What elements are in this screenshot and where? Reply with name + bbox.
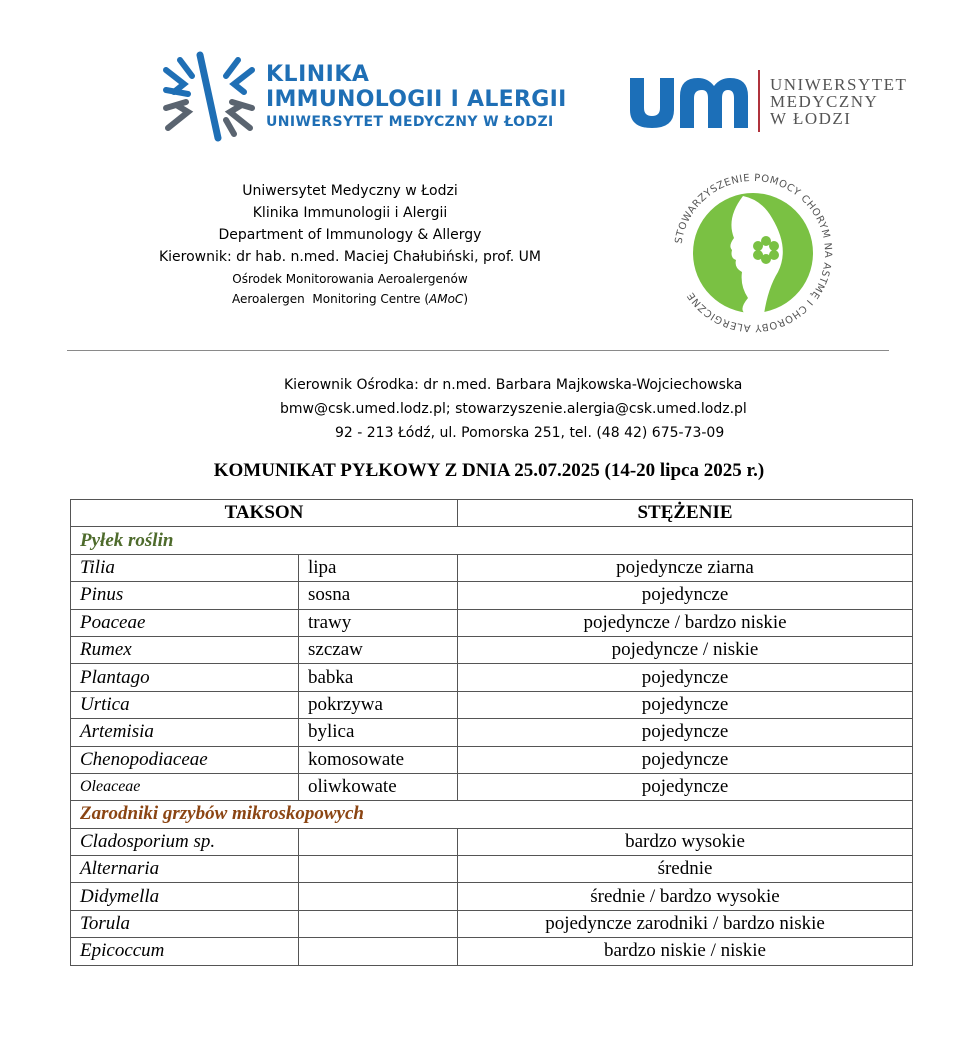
taxon-latin: Tilia <box>71 554 299 581</box>
taxon-latin: Epicoccum <box>71 938 299 965</box>
concentration: pojedyncze zarodniki / bardzo niskie <box>458 910 913 937</box>
concentration: pojedyncze <box>458 719 913 746</box>
concentration: pojedyncze <box>458 773 913 800</box>
taxon-polish: komosowate <box>299 746 458 773</box>
table-row <box>71 828 913 855</box>
section-row-fungi <box>71 801 913 828</box>
taxon-polish: lipa <box>299 554 458 581</box>
taxon-latin: Urtica <box>71 691 299 718</box>
table-row <box>71 582 913 609</box>
table-row <box>71 554 913 581</box>
table-row <box>71 746 913 773</box>
taxon-polish: bylica <box>299 719 458 746</box>
taxon-polish <box>299 910 458 937</box>
contact-centre-head: Kierownik Ośrodka: dr n.med. Barbara Majkowska-Wojciechowska <box>284 377 743 393</box>
taxon-latin: Cladosporium sp. <box>71 828 299 855</box>
taxon-polish: szczaw <box>299 636 458 663</box>
klinika-logo <box>160 50 590 145</box>
taxon-polish <box>299 883 458 910</box>
taxon-latin: Didymella <box>71 883 299 910</box>
klinika-logo-line2: IMMUNOLOGII I ALERGII <box>266 87 567 112</box>
table-row <box>71 773 913 800</box>
klinika-logo-line3: UNIWERSYTET MEDYCZNY W ŁODZI <box>266 114 554 130</box>
header-university: Uniwersytet Medyczny w Łodzi <box>242 183 458 199</box>
um-mark-icon <box>630 78 750 128</box>
table-row <box>71 719 913 746</box>
header-head: Kierownik: dr hab. n.med. Maciej Chałubiński, prof. UM <box>158 249 542 265</box>
concentration: pojedyncze <box>458 746 913 773</box>
table-row <box>71 609 913 636</box>
taxon-polish <box>299 938 458 965</box>
contact-address: 92 - 213 Łódź, ul. Pomorska 251, tel. (48 42) 675-73-09 <box>335 425 725 441</box>
table-row <box>71 636 913 663</box>
column-header-taxon: TAKSON <box>71 500 458 527</box>
um-logo-line2: MEDYCZNY <box>770 92 879 111</box>
header-department: Department of Immunology & Allergy <box>218 227 482 243</box>
taxon-polish: oliwkowate <box>299 773 458 800</box>
taxon-latin: Plantago <box>71 664 299 691</box>
table-row <box>71 910 913 937</box>
taxon-polish <box>299 856 458 883</box>
taxon-latin: Alternaria <box>71 856 299 883</box>
klinika-emblem-icon <box>160 50 260 145</box>
taxon-polish: trawy <box>299 609 458 636</box>
taxon-polish <box>299 828 458 855</box>
report-title: KOMUNIKAT PYŁKOWY Z DNIA 25.07.2025 (14-20 lipca 2025 r.) <box>213 460 765 481</box>
concentration: pojedyncze <box>458 664 913 691</box>
um-logo <box>630 70 940 135</box>
concentration: pojedyncze <box>458 582 913 609</box>
um-logo-line1: UNIWERSYTET <box>770 75 908 94</box>
taxon-polish: pokrzywa <box>299 691 458 718</box>
header-clinic: Klinika Immunologii i Alergii <box>252 205 448 221</box>
table-row <box>71 883 913 910</box>
concentration: pojedyncze / niskie <box>458 636 913 663</box>
header-divider <box>67 350 889 351</box>
stowarzyszenie-logo <box>668 168 838 338</box>
concentration: pojedyncze ziarna <box>458 554 913 581</box>
stowarzyszenie-ring-text: STOWARZYSZENIE POMOCY CHORYM NA ASTMĘ I CHOROBY ALERGICZNE <box>673 172 834 334</box>
taxon-latin: Torula <box>71 910 299 937</box>
header-monitoring-centre-en: Aeroalergen Monitoring Centre (AMoC) <box>231 292 468 306</box>
taxon-latin: Chenopodiaceae <box>71 746 299 773</box>
taxon-polish: babka <box>299 664 458 691</box>
section-pollen: Pyłek roślin <box>71 527 913 554</box>
table-row <box>71 691 913 718</box>
taxon-latin: Poaceae <box>71 609 299 636</box>
concentration: pojedyncze / bardzo niskie <box>458 609 913 636</box>
table-row <box>71 664 913 691</box>
section-fungi: Zarodniki grzybów mikroskopowych <box>71 801 913 828</box>
concentration: bardzo wysokie <box>458 828 913 855</box>
contact-emails: bmw@csk.umed.lodz.pl; stowarzyszenie.alergia@csk.umed.lodz.pl <box>280 401 747 417</box>
taxon-polish: sosna <box>299 582 458 609</box>
table-row <box>71 938 913 965</box>
pollen-table <box>70 499 913 966</box>
table-row <box>71 856 913 883</box>
um-logo-separator <box>758 70 760 132</box>
um-logo-line3: W ŁODZI <box>770 109 852 128</box>
concentration: pojedyncze <box>458 691 913 718</box>
stowarzyszenie-emblem-icon <box>668 168 838 338</box>
concentration: średnie <box>458 856 913 883</box>
amoc-abbr: AMoC <box>429 292 464 306</box>
concentration: bardzo niskie / niskie <box>458 938 913 965</box>
header-monitoring-centre-pl: Ośrodek Monitorowania Aeroalergenów <box>232 272 468 286</box>
section-row-pollen <box>71 527 913 554</box>
concentration: średnie / bardzo wysokie <box>458 883 913 910</box>
klinika-logo-line1: KLINIKA <box>266 62 370 87</box>
taxon-latin: Artemisia <box>71 719 299 746</box>
column-header-concentration: STĘŻENIE <box>458 500 913 527</box>
taxon-latin: Oleaceae <box>71 773 299 800</box>
taxon-latin: Rumex <box>71 636 299 663</box>
taxon-latin: Pinus <box>71 582 299 609</box>
table-header-row <box>71 500 913 527</box>
